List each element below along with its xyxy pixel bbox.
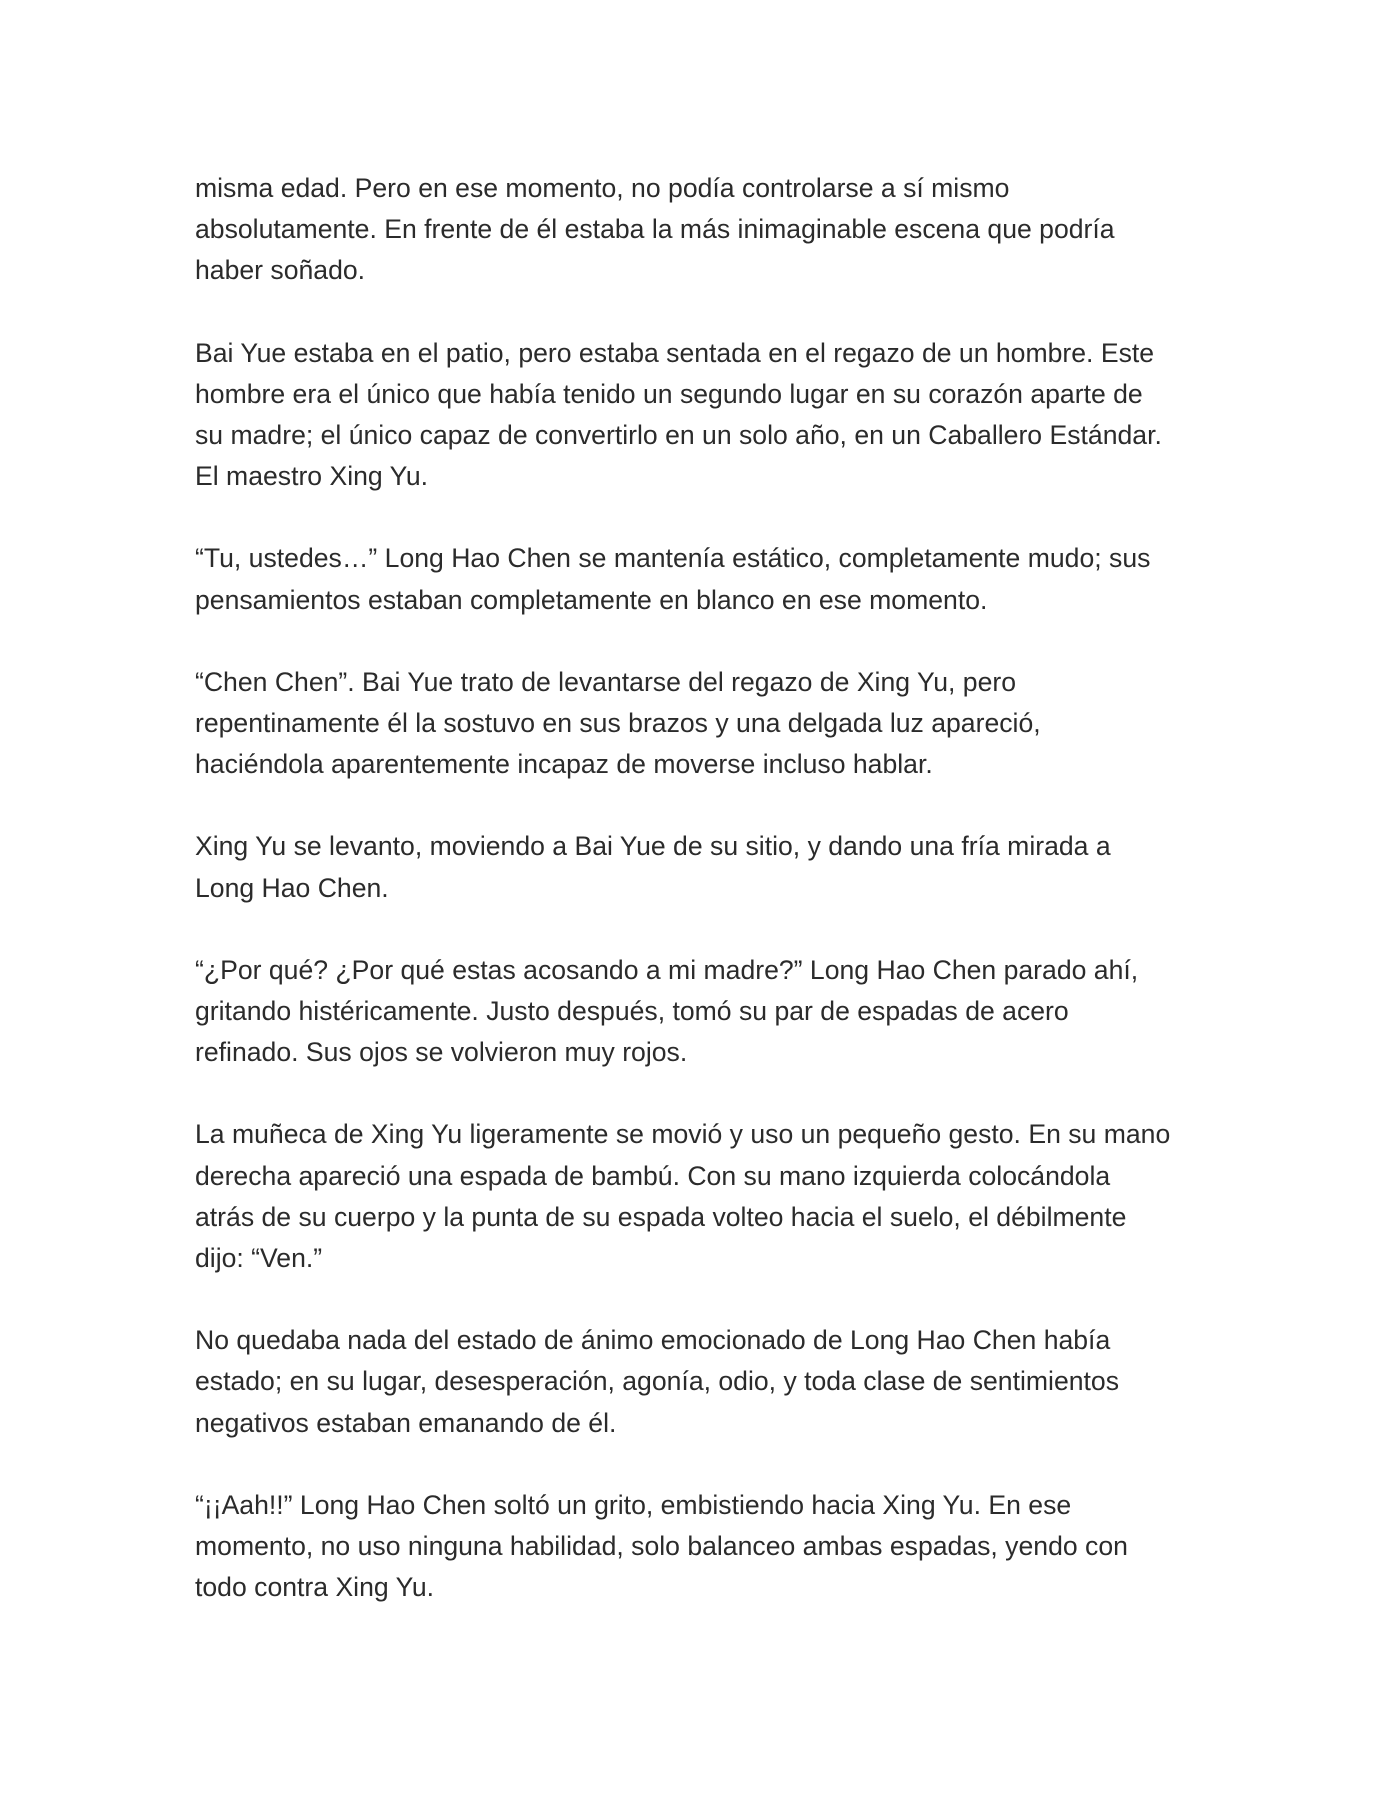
text-line: negativos estaban emanando de él.: [195, 1407, 617, 1438]
paragraph-2: [195, 333, 1215, 498]
text-line: El maestro Xing Yu.: [195, 461, 429, 492]
text-line: absolutamente. En frente de él estaba la más inimaginable escena que podría: [195, 214, 1115, 245]
text-line: momento, no uso ninguna habilidad, solo balanceo ambas espadas, yendo con: [195, 1531, 1128, 1562]
paragraph-5: [195, 826, 1215, 908]
text-line: estado; en su lugar, desesperación, agonía, odio, y toda clase de sentimientos: [195, 1366, 1120, 1397]
text-line: haciéndola aparentemente incapaz de moverse incluso hablar.: [195, 749, 933, 780]
text-line: refinado. Sus ojos se volvieron muy rojos.: [195, 1037, 688, 1068]
text-line: su madre; el único capaz de convertirlo en un solo año, en un Caballero Estándar.: [195, 420, 1162, 451]
text-line: todo contra Xing Yu.: [195, 1572, 435, 1603]
text-line: repentinamente él la sostuvo en sus brazos y una delgada luz apareció,: [195, 708, 1041, 739]
text-line: Bai Yue estaba en el patio, pero estaba sentada en el regazo de un hombre. Este: [195, 337, 1155, 368]
text-line: “¡¡Aah!!” Long Hao Chen soltó un grito, embistiendo hacia Xing Yu. En ese: [195, 1489, 1072, 1520]
text-line: derecha apareció una espada de bambú. Con su mano izquierda colocándola: [195, 1160, 1111, 1191]
paragraph-4: [195, 662, 1215, 786]
text-line: haber soñado.: [195, 255, 366, 286]
text-line: pensamientos estaban completamente en blanco en ese momento.: [195, 584, 988, 615]
text-line: No quedaba nada del estado de ánimo emocionado de Long Hao Chen había: [195, 1325, 1111, 1356]
paragraph-8: [195, 1320, 1215, 1444]
paragraph-3: [195, 538, 1215, 620]
text-line: Long Hao Chen.: [195, 872, 389, 903]
paragraph-7: [195, 1114, 1215, 1279]
paragraph-9: [195, 1485, 1215, 1609]
text-line: dijo: “Ven.”: [195, 1243, 323, 1274]
text-line: “Chen Chen”. Bai Yue trato de levantarse del regazo de Xing Yu, pero: [195, 666, 1017, 697]
text-line: hombre era el único que había tenido un segundo lugar en su corazón aparte de: [195, 378, 1143, 409]
text-line: gritando histéricamente. Justo después, tomó su par de espadas de acero: [195, 996, 1069, 1027]
text-line: “¿Por qué? ¿Por qué estas acosando a mi madre?” Long Hao Chen parado ahí,: [195, 954, 1139, 985]
text-line: La muñeca de Xing Yu ligeramente se movió y uso un pequeño gesto. En su mano: [195, 1119, 1171, 1150]
paragraph-1: [195, 168, 1215, 292]
text-line: Xing Yu se levanto, moviendo a Bai Yue de su sitio, y dando una fría mirada a: [195, 831, 1111, 862]
text-line: atrás de su cuerpo y la punta de su espada volteo hacia el suelo, el débilmente: [195, 1201, 1127, 1232]
paragraph-6: [195, 950, 1215, 1074]
text-line: “Tu, ustedes…” Long Hao Chen se mantenía estático, completamente mudo; sus: [195, 543, 1151, 574]
text-line: misma edad. Pero en ese momento, no podía controlarse a sí mismo: [195, 173, 1010, 203]
document-body: [195, 168, 1215, 1649]
